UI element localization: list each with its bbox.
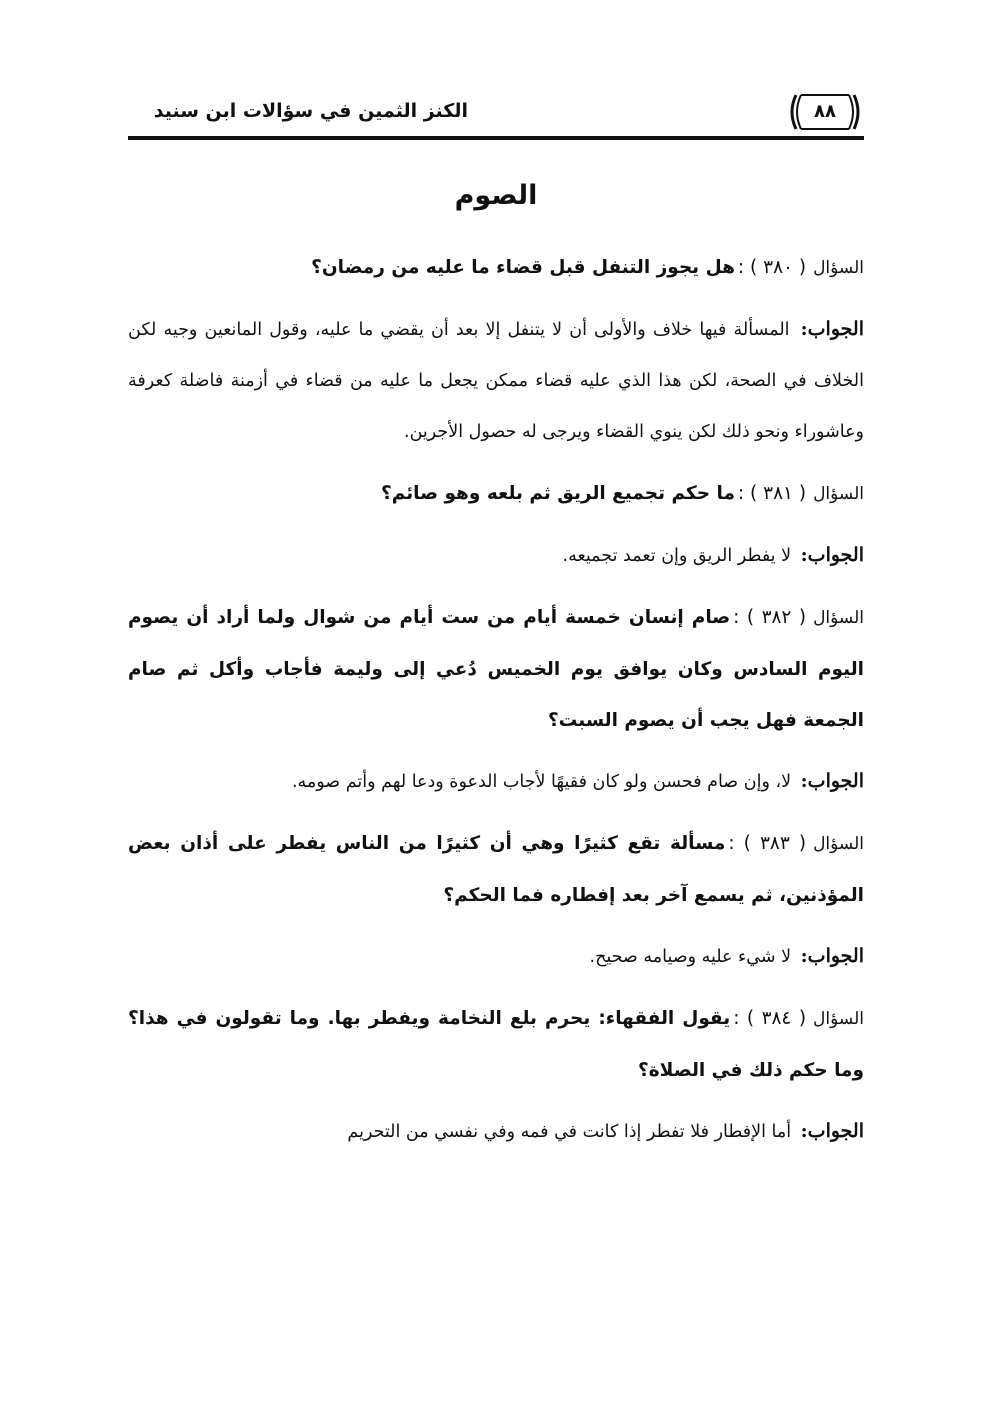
- question-paragraph: [128, 592, 864, 746]
- running-header-title: الكنز الثمين في سؤالات ابن سنيد: [153, 100, 468, 122]
- section-title: الصوم: [454, 180, 538, 211]
- answer-paragraph: [128, 530, 864, 582]
- question-number: ( ٣٨٤ ) :: [733, 1008, 807, 1029]
- question-paragraph: [128, 242, 864, 294]
- answer-text: لا يفطر الريق وإن تعمد تجميعه.: [562, 546, 792, 566]
- question-text: يقول الفقهاء: يحرم بلع النخامة ويفطر بها. وما تقولون في هذا؟ وما حكم ذلك في الصلاة؟: [128, 1008, 864, 1081]
- page-number: ٨٨: [814, 101, 836, 122]
- question-number: ( ٣٨٠ ) :: [737, 257, 807, 278]
- question-text: مسألة تقع كثيرًا وهي أن كثيرًا من الناس يفطر على أذان بعض المؤذنين، ثم يسمع آخر بعد إفطاره فما الحكم؟: [128, 833, 864, 906]
- answer-label: الجواب:: [800, 318, 864, 340]
- answer-text: لا، وإن صام فحسن ولو كان فقيهًا لأجاب الدعوة ودعا لهم وأتم صومه.: [291, 772, 792, 792]
- answer-label: الجواب:: [800, 945, 864, 967]
- answer-paragraph: [128, 304, 864, 458]
- answer-paragraph: [128, 756, 864, 808]
- answer-text: لا شيء عليه وصيامه صحيح.: [589, 947, 792, 967]
- question-label: السؤال: [813, 258, 864, 278]
- answer-text: أما الإفطار فلا تفطر إذا كانت في فمه وفي نفسي من التحريم: [347, 1122, 792, 1142]
- answer-text: المسألة فيها خلاف والأولى أن لا يتنفل إلا بعد أن يقضي ما عليه، وقول المانعين وجيه لكن الخلاف في الصحة، لكن هذا الذي عليه قضاء ممكن يجعل ما عليه من قضاء في أزمنة فاضلة كعرفة وعاشوراء ونحو ذلك لكن ينوي القضاء ويرجى له حصول الأجرين.: [128, 320, 864, 442]
- question-label: السؤال: [813, 834, 864, 854]
- question-text: ما حكم تجميع الريق ثم بلعه وهو صائم؟: [381, 483, 735, 504]
- answer-label: الجواب:: [800, 1120, 864, 1142]
- answer-label: الجواب:: [800, 770, 864, 792]
- question-label: السؤال: [813, 608, 864, 628]
- question-paragraph: [128, 468, 864, 520]
- question-text: صام إنسان خمسة أيام من ست أيام من شوال ولما أراد أن يصوم اليوم السادس وكان يوافق يوم الخميس دُعي إلى وليمة فأجاب وأكل ثم صام الجمعة فهل يجب أن يصوم السبت؟: [128, 607, 864, 731]
- question-label: السؤال: [813, 1009, 864, 1029]
- question-paragraph: [128, 993, 864, 1096]
- question-number: ( ٣٨٢ ) :: [733, 607, 807, 628]
- question-number: ( ٣٨٣ ) :: [728, 833, 807, 854]
- answer-paragraph: [128, 931, 864, 983]
- page-number-badge: [786, 92, 864, 132]
- question-text: هل يجوز التنفل قبل قضاء ما عليه من رمضان؟: [311, 257, 735, 278]
- qa-body: [128, 242, 864, 1168]
- document-page: [128, 0, 864, 1403]
- answer-label: الجواب:: [800, 544, 864, 566]
- question-label: السؤال: [813, 484, 864, 504]
- question-paragraph: [128, 818, 864, 921]
- question-number: ( ٣٨١ ) :: [737, 483, 807, 504]
- header-divider: [128, 136, 864, 140]
- answer-paragraph: [128, 1106, 864, 1158]
